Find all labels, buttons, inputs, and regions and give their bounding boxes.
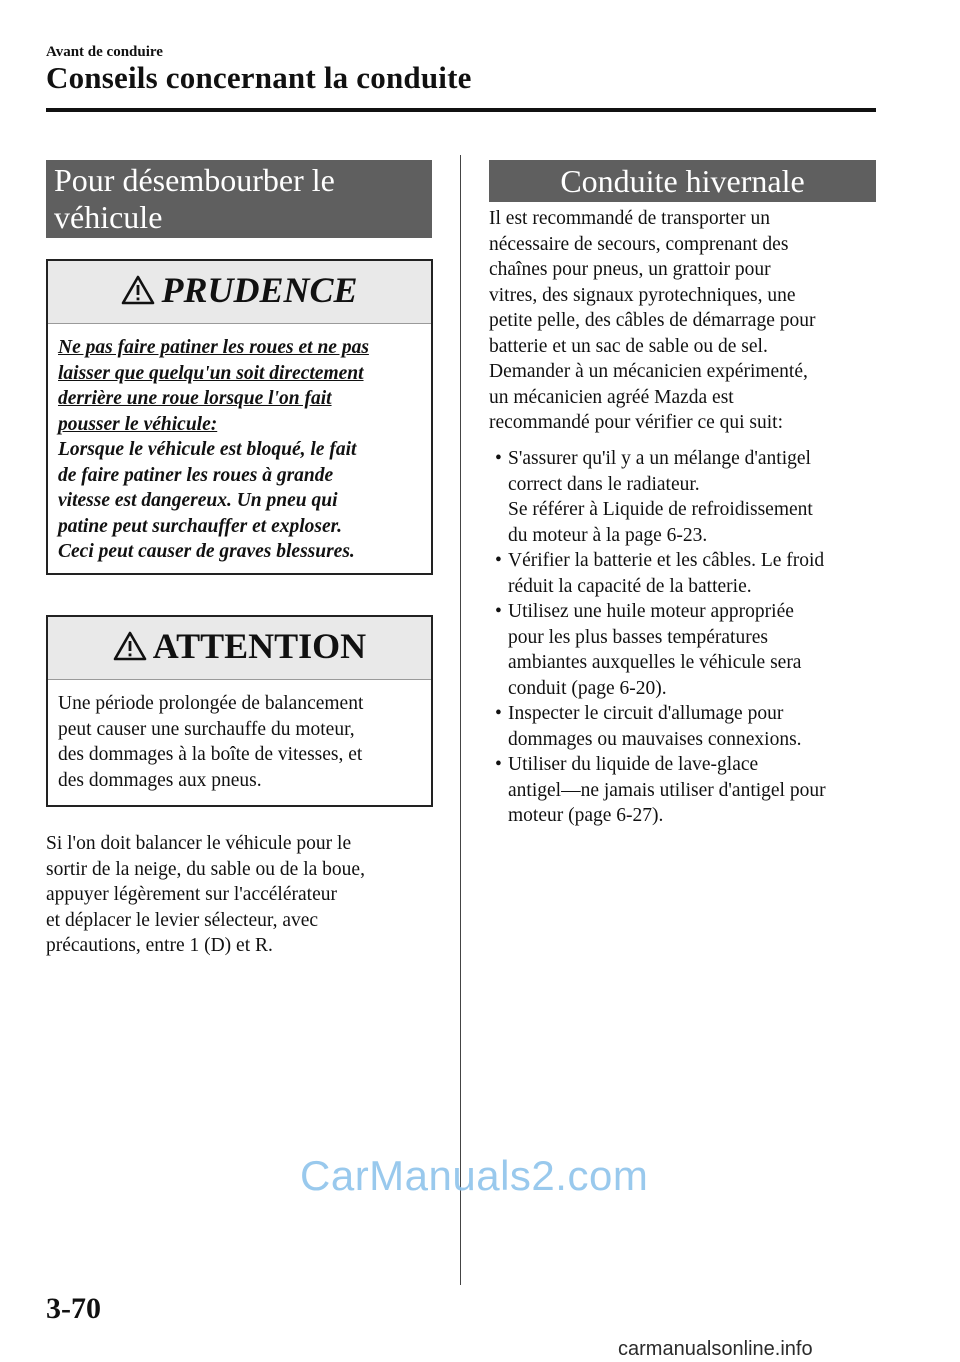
prudence-label: PRUDENCE (161, 270, 358, 310)
prudence-body-line: de faire patiner les roues à grande (58, 464, 334, 486)
list-item-line: ambiantes auxquelles le véhicule sera (508, 652, 802, 673)
prudence-body-line: Ceci peut causer de graves blessures. (58, 541, 355, 562)
attention-label-row (48, 625, 431, 667)
attention-label: ATTENTION (152, 626, 367, 666)
prudence-header (48, 261, 431, 324)
list-item (489, 599, 876, 701)
paragraph-line: vitres, des signaux pyrotechniques, une (489, 284, 796, 306)
paragraph-line: Si l'on doit balancer le véhicule pour le (46, 833, 352, 854)
prudence-body-line: vitesse est dangereux. Un pneu qui (58, 490, 338, 511)
attention-line: peut causer une surchauffe du moteur, (58, 718, 355, 740)
list-item-line: pour les plus basses températures (508, 626, 768, 648)
paragraph-line: et déplacer le levier sélecteur, avec (46, 909, 319, 931)
page-number: 3-70 (46, 1292, 101, 1325)
list-item-line: Utiliser du liquide de lave-glace (508, 754, 759, 775)
paragraph-line: Il est recommandé de transporter un (489, 208, 771, 229)
list-item (489, 752, 876, 829)
bullet-marker: • (495, 448, 502, 469)
list-item-line: réduit la capacité de la batterie. (508, 575, 752, 597)
list-item (489, 701, 876, 752)
paragraph-line: sortir de la neige, du sable ou de la boue, (46, 858, 365, 880)
chapter-label: Avant de conduire (46, 44, 163, 60)
prudence-text (58, 335, 428, 565)
prudence-body-line: patine peut surchauffer et exploser. (58, 515, 343, 537)
rocking-paragraph (46, 831, 431, 959)
list-item-line: S'assurer qu'il y a un mélange d'antigel (508, 448, 811, 469)
prudence-label-row (48, 269, 431, 311)
page-title: Conseils concernant la conduite (46, 60, 472, 95)
list-item-line: antigel—ne jamais utiliser d'antigel pour (508, 779, 826, 801)
header-rule (46, 108, 876, 112)
winter-intro-paragraph (489, 206, 876, 436)
bullet-marker: • (495, 601, 502, 622)
list-item-line: Se référer à Liquide de refroidissement (508, 499, 813, 520)
section-title: Pour désembourber le véhicule (54, 162, 335, 235)
warning-triangle-icon (113, 631, 147, 661)
list-item-line: correct dans le radiateur. (508, 473, 700, 495)
prudence-box (46, 259, 433, 575)
list-item-line: Vérifier la batterie et les câbles. Le froid (508, 550, 825, 571)
watermark: CarManuals2.com (300, 1152, 649, 1199)
prudence-body-line: Lorsque le véhicule est bloqué, le fait (58, 439, 357, 460)
paragraph-line: recommandé pour vérifier ce qui suit: (489, 412, 784, 433)
section-heading-conduite-hivernale (489, 160, 876, 202)
bullet-marker: • (495, 550, 502, 571)
attention-text (58, 691, 428, 793)
column-divider (460, 155, 461, 1285)
paragraph-line: batterie et un sac de sable ou de sel. (489, 335, 768, 357)
list-item-line: conduit (page 6-20). (508, 677, 667, 699)
prudence-heading-line: Ne pas faire patiner les roues et ne pas (58, 337, 369, 358)
section-heading-desembourber (46, 160, 432, 238)
attention-line: Une période prolongée de balancement (58, 693, 364, 714)
list-item-line: moteur (page 6-27). (508, 805, 664, 826)
section-title: Conduite hivernale (560, 163, 805, 199)
paragraph-line: précautions, entre 1 (D) et R. (46, 935, 273, 956)
winter-checklist (489, 446, 876, 829)
paragraph-line: petite pelle, des câbles de démarrage pour (489, 310, 816, 331)
paragraph-line: Demander à un mécanicien expérimenté, (489, 361, 808, 382)
paragraph-line: chaînes pour pneus, un grattoir pour (489, 259, 771, 280)
footer-site-label: carmanualsonline.info (618, 1338, 813, 1360)
attention-line: des dommages aux pneus. (58, 769, 262, 791)
paragraph-line: un mécanicien agréé Mazda est (489, 386, 734, 408)
list-item-line: du moteur à la page 6-23. (508, 524, 708, 546)
list-item (489, 548, 876, 599)
list-item-line: Utilisez une huile moteur appropriée (508, 601, 794, 622)
paragraph-line: nécessaire de secours, comprenant des (489, 233, 789, 255)
warning-triangle-icon (121, 275, 155, 305)
attention-header (48, 617, 431, 680)
attention-box (46, 615, 433, 807)
list-item-line: dommages ou mauvaises connexions. (508, 728, 802, 750)
paragraph-line: appuyer légèrement sur l'accélérateur (46, 884, 337, 905)
attention-line: des dommages à la boîte de vitesses, et (58, 744, 363, 765)
prudence-heading-line: derrière une roue lorsque l'on fait (58, 388, 332, 409)
prudence-heading-line: laisser que quelqu'un soit directement (58, 362, 364, 384)
prudence-heading-line: pousser le véhicule: (58, 413, 218, 435)
bullet-marker: • (495, 703, 502, 724)
bullet-marker: • (495, 754, 502, 775)
list-item-line: Inspecter le circuit d'allumage pour (508, 703, 784, 724)
list-item (489, 446, 876, 548)
